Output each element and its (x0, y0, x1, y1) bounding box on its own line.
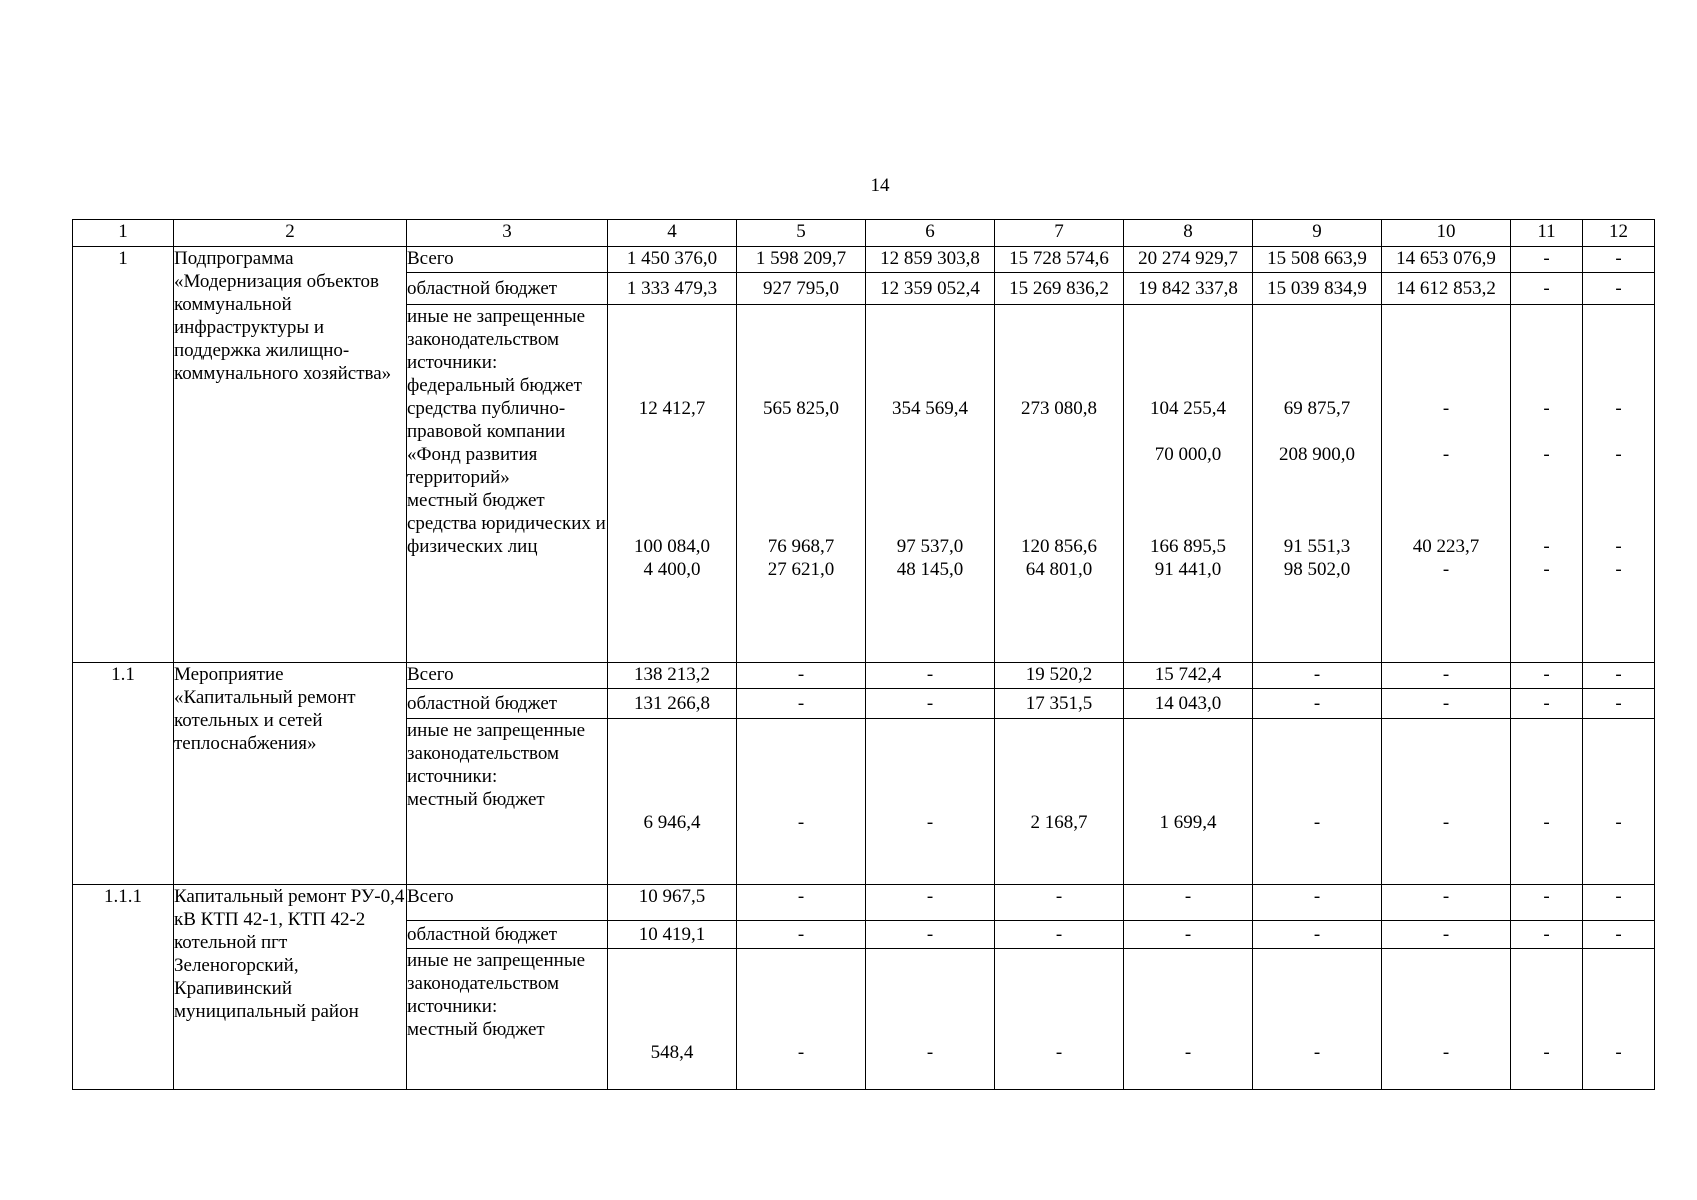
other-sources-values (995, 305, 1124, 663)
regional-budget-value: - (1253, 689, 1382, 719)
other-sources-values (1124, 305, 1253, 663)
other-sources-values (1511, 719, 1583, 885)
column-header: 12 (1583, 220, 1655, 247)
other-sources-values (995, 949, 1124, 1090)
funding-source-value: - (1615, 444, 1622, 465)
funding-source-value: - (1615, 1042, 1622, 1063)
other-sources-values (608, 305, 737, 663)
regional-budget-value: - (995, 921, 1124, 949)
funding-source-value (866, 443, 994, 466)
total-value: - (1511, 247, 1583, 273)
regional-budget-value: - (866, 689, 995, 719)
regional-budget-value: 14 612 853,2 (1382, 273, 1511, 305)
other-sources-cell (407, 305, 608, 663)
regional-budget-value: - (1382, 921, 1511, 949)
page-number: 14 (870, 175, 890, 196)
total-label: Всего (407, 247, 608, 273)
regional-budget-value: - (737, 921, 866, 949)
section-id: 1 (73, 247, 174, 663)
other-sources-values (1253, 719, 1382, 885)
regional-budget-value: - (737, 689, 866, 719)
funding-source-label: средства юридических и физических лиц (407, 513, 606, 557)
regional-budget-value: - (1382, 689, 1511, 719)
column-header: 1 (73, 220, 174, 247)
other-sources-values (608, 949, 737, 1090)
regional-budget-value: - (1583, 273, 1655, 305)
section-name: Подпрограмма «Модернизация объектов коммунальной инфраструктуры и поддержка жилищно-коммунального хозяйства» (174, 247, 407, 663)
funding-source-value: 273 080,8 (1021, 398, 1097, 419)
regional-budget-value: 1 333 479,3 (608, 273, 737, 305)
funding-source-value: - (1543, 1042, 1550, 1063)
other-sources-values (1583, 305, 1655, 663)
total-value: - (1583, 247, 1655, 273)
other-sources-values (1124, 949, 1253, 1090)
funding-source-value: 2 168,7 (1030, 812, 1088, 833)
column-header: 8 (1124, 220, 1253, 247)
funding-source-value: - (1442, 398, 1450, 419)
other-sources-label: иные не запрещенные законодательством источники: (407, 306, 586, 373)
section-id: 1.1 (73, 663, 174, 885)
column-header: 2 (174, 220, 407, 247)
total-value: - (1253, 663, 1382, 689)
funding-source-value: - (926, 1042, 934, 1063)
other-sources-values (1583, 719, 1655, 885)
funding-source-value: - (797, 812, 805, 833)
column-header-row (73, 220, 1655, 247)
funding-source-value: 64 801,0 (1025, 559, 1093, 580)
other-sources-values (737, 719, 866, 885)
total-value: - (866, 663, 995, 689)
other-sources-label: иные не запрещенные законодательством источники: (407, 950, 586, 1017)
other-sources-values (995, 719, 1124, 885)
total-value: 1 598 209,7 (737, 247, 866, 273)
other-sources-values (737, 305, 866, 663)
funding-source-label: местный бюджет (407, 490, 545, 511)
regional-budget-value: - (866, 921, 995, 949)
other-sources-values (866, 949, 995, 1090)
funding-source-value: 12 412,7 (638, 398, 706, 419)
funding-source-label: местный бюджет (407, 789, 545, 810)
column-header: 11 (1511, 220, 1583, 247)
funding-source-value: - (1442, 444, 1450, 465)
regional-budget-value: - (1511, 921, 1583, 949)
column-header: 6 (866, 220, 995, 247)
other-sources-label: иные не запрещенные законодательством источники: (407, 720, 586, 787)
funding-source-value: 98 502,0 (1283, 559, 1351, 580)
regional-budget-label: областной бюджет (407, 689, 608, 719)
other-sources-values (1511, 949, 1583, 1090)
regional-budget-value: 131 266,8 (608, 689, 737, 719)
regional-budget-value: - (1511, 273, 1583, 305)
funding-source-label: средства публично-правовой компании «Фонд развития территорий» (407, 398, 566, 488)
total-value: - (737, 885, 866, 921)
budget-table (72, 219, 1655, 1090)
funding-source-value: 70 000,0 (1154, 444, 1222, 465)
total-value: - (1583, 885, 1655, 921)
total-value: - (1511, 885, 1583, 921)
other-sources-values (608, 719, 737, 885)
funding-source-value: - (1615, 812, 1622, 833)
funding-source-value: 76 968,7 (767, 536, 835, 557)
total-value: - (866, 885, 995, 921)
total-label: Всего (407, 663, 608, 689)
section-id: 1.1.1 (73, 885, 174, 1090)
total-value: 15 742,4 (1124, 663, 1253, 689)
funding-source-value: 4 400,0 (643, 559, 701, 580)
section-name: Капитальный ремонт РУ-0,4 кВ КТП 42-1, КТП 42-2 котельной пгт Зеленогорский, Крапивинский муниципальный район (174, 885, 407, 1090)
column-header: 5 (737, 220, 866, 247)
regional-budget-value: - (1583, 921, 1655, 949)
regional-budget-value: 15 039 834,9 (1253, 273, 1382, 305)
other-sources-cell (407, 719, 608, 885)
other-sources-values (866, 719, 995, 885)
other-sources-values (866, 305, 995, 663)
total-value: - (995, 885, 1124, 921)
regional-budget-value: 14 043,0 (1124, 689, 1253, 719)
total-value: - (1382, 663, 1511, 689)
funding-source-value: 1 699,4 (1159, 812, 1217, 833)
total-value: 1 450 376,0 (608, 247, 737, 273)
total-value: 19 520,2 (995, 663, 1124, 689)
funding-source-value: - (1184, 1042, 1192, 1063)
funding-source-value: 548,4 (650, 1042, 694, 1063)
other-sources-values (1382, 719, 1511, 885)
other-sources-values (1382, 949, 1511, 1090)
funding-source-value: - (1543, 398, 1550, 419)
funding-source-value: 40 223,7 (1412, 536, 1480, 557)
total-value: 10 967,5 (608, 885, 737, 921)
total-value: - (1382, 885, 1511, 921)
funding-source-value: - (1543, 444, 1550, 465)
funding-source-value: - (1543, 559, 1550, 580)
funding-source-value: - (1313, 812, 1321, 833)
funding-source-value (608, 443, 736, 466)
regional-budget-label: областной бюджет (407, 273, 608, 305)
total-value: 20 274 929,7 (1124, 247, 1253, 273)
funding-source-value: 27 621,0 (767, 559, 835, 580)
section-total-row (73, 663, 1655, 689)
funding-source-value: - (1055, 1042, 1063, 1063)
funding-source-value: - (1615, 536, 1622, 557)
funding-source-value: - (1442, 559, 1450, 580)
funding-source-value: 166 895,5 (1150, 536, 1226, 557)
column-header: 9 (1253, 220, 1382, 247)
regional-budget-value: 10 419,1 (608, 921, 737, 949)
regional-budget-value: 17 351,5 (995, 689, 1124, 719)
regional-budget-value: 15 269 836,2 (995, 273, 1124, 305)
total-label: Всего (407, 885, 608, 921)
regional-budget-label: областной бюджет (407, 921, 608, 949)
funding-source-value: - (1442, 812, 1450, 833)
funding-source-value: - (1615, 559, 1622, 580)
funding-source-value: 354 569,4 (892, 398, 968, 419)
total-value: 14 653 076,9 (1382, 247, 1511, 273)
other-sources-values (737, 949, 866, 1090)
funding-source-value: - (1442, 1042, 1450, 1063)
other-sources-cell (407, 949, 608, 1090)
section-name: Мероприятие «Капитальный ремонт котельных и сетей теплоснабжения» (174, 663, 407, 885)
funding-source-value (995, 443, 1123, 466)
funding-source-value: - (1543, 536, 1550, 557)
funding-source-value: - (926, 812, 934, 833)
funding-source-value: 208 900,0 (1279, 444, 1355, 465)
total-value: - (737, 663, 866, 689)
total-value: 138 213,2 (608, 663, 737, 689)
regional-budget-value: - (1583, 689, 1655, 719)
total-value: - (1124, 885, 1253, 921)
funding-source-value: 104 255,4 (1150, 398, 1226, 419)
funding-source-value: 69 875,7 (1283, 398, 1351, 419)
total-value: - (1583, 663, 1655, 689)
total-value: - (1253, 885, 1382, 921)
funding-source-value: - (1313, 1042, 1321, 1063)
other-sources-values (1253, 305, 1382, 663)
funding-source-value: 120 856,6 (1021, 536, 1097, 557)
regional-budget-value: 12 359 052,4 (866, 273, 995, 305)
funding-source-value: - (1615, 398, 1622, 419)
column-header: 3 (407, 220, 608, 247)
other-sources-values (1253, 949, 1382, 1090)
funding-source-value: 91 551,3 (1283, 536, 1351, 557)
column-header: 4 (608, 220, 737, 247)
funding-source-value: - (1543, 812, 1550, 833)
regional-budget-value: 19 842 337,8 (1124, 273, 1253, 305)
column-header: 7 (995, 220, 1124, 247)
funding-source-value (737, 443, 865, 466)
regional-budget-value: - (1124, 921, 1253, 949)
regional-budget-value: - (1253, 921, 1382, 949)
column-header: 10 (1382, 220, 1511, 247)
funding-source-value: 6 946,4 (643, 812, 701, 833)
funding-source-value: 48 145,0 (896, 559, 964, 580)
other-sources-values (1124, 719, 1253, 885)
section-total-row (73, 885, 1655, 921)
other-sources-values (1583, 949, 1655, 1090)
funding-source-value: 565 825,0 (763, 398, 839, 419)
funding-source-label: федеральный бюджет (407, 375, 582, 396)
other-sources-values (1382, 305, 1511, 663)
regional-budget-value: - (1511, 689, 1583, 719)
total-value: 12 859 303,8 (866, 247, 995, 273)
funding-source-value: 97 537,0 (896, 536, 964, 557)
funding-source-label: местный бюджет (407, 1019, 545, 1040)
funding-source-value: 91 441,0 (1154, 559, 1222, 580)
funding-source-value: - (797, 1042, 805, 1063)
total-value: - (1511, 663, 1583, 689)
regional-budget-value: 927 795,0 (737, 273, 866, 305)
funding-source-value: 100 084,0 (634, 536, 710, 557)
total-value: 15 728 574,6 (995, 247, 1124, 273)
section-total-row (73, 247, 1655, 273)
other-sources-values (1511, 305, 1583, 663)
total-value: 15 508 663,9 (1253, 247, 1382, 273)
